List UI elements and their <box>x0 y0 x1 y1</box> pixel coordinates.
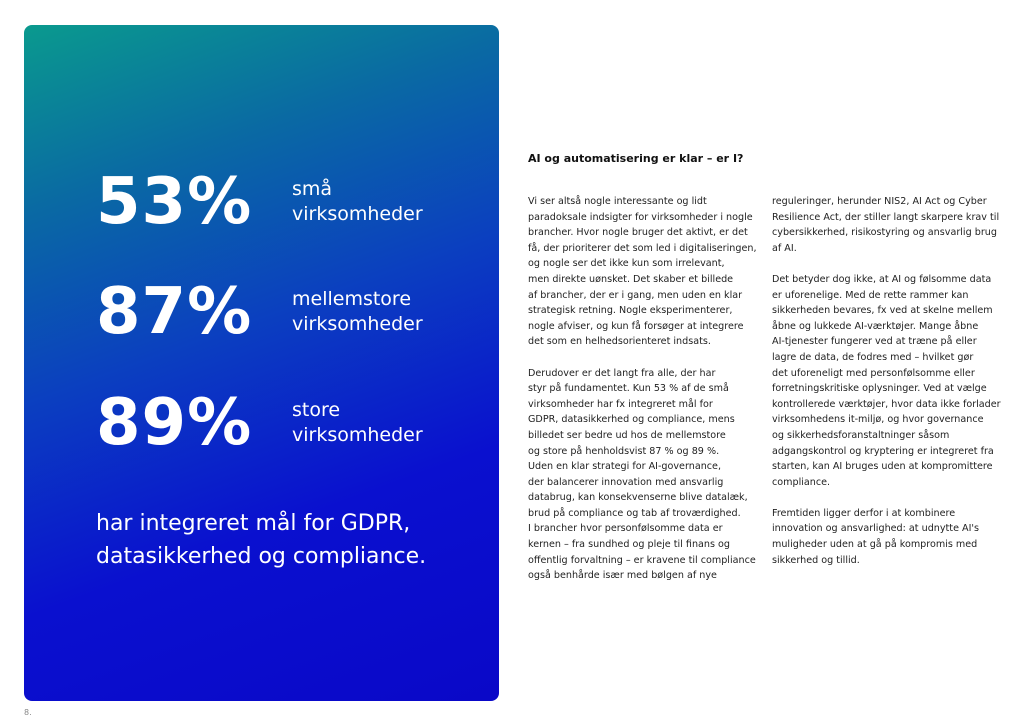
paragraph-line: muligheder uden at gå på kompromis med <box>772 539 978 551</box>
stat-label-line: virksomheder <box>292 203 423 225</box>
paragraph-line: billedet ser bedre ud hos de mellemstore <box>528 429 726 441</box>
paragraph-line: styr på fundamentet. Kun 53 % af de små <box>528 383 729 395</box>
stat-value: 87% <box>96 275 253 349</box>
article-paragraph <box>528 366 760 584</box>
article-paragraph <box>772 506 1004 568</box>
paragraph-line: reguleringer, herunder NIS2, AI Act og Cyber <box>772 196 987 207</box>
paragraph-line: det uforeneligt med personfølsomme eller <box>772 367 975 379</box>
article-column-left <box>528 194 760 599</box>
paragraph-line: kernen – fra sundhed og pleje til finans og <box>528 539 730 551</box>
stat-label <box>292 287 423 337</box>
paragraph-line: AI-tjenester fungerer ved at træne på eller <box>772 336 977 348</box>
paragraph-line: forretningskritiske oplysninger. Ved at vælge <box>772 383 987 395</box>
paragraph-line: der balancerer innovation med ansvarlig <box>528 476 724 488</box>
paragraph-line: sikkerhed og tillid. <box>772 554 860 566</box>
paragraph-line: også benhårde især med bølgen af nye <box>528 570 717 582</box>
paragraph-line: cybersikkerhed, risikostyring og ansvarlig brug <box>772 227 997 239</box>
paragraph-line: adgangskontrol og kryptering er integreret fra <box>772 445 994 457</box>
article-column-right <box>772 194 1004 584</box>
paragraph-line: paradoksale indsigter for virksomheder i nogle <box>528 211 753 223</box>
paragraph-line: Fremtiden ligger derfor i at kombinere <box>772 507 956 519</box>
stats-panel <box>24 25 499 701</box>
stat-medium <box>96 275 423 349</box>
stat-label-line: store <box>292 399 341 421</box>
stat-label-line: virksomheder <box>292 424 423 446</box>
paragraph-line: og sikkerhedsforanstaltninger såsom <box>772 429 950 441</box>
stat-label-line: små <box>292 178 333 200</box>
paragraph-line: brud på compliance og tab af troværdighed. <box>528 507 741 519</box>
stat-label <box>292 398 423 448</box>
paragraph-line: virksomheder har fx integreret mål for <box>528 398 713 410</box>
stat-label <box>292 177 423 227</box>
paragraph-line: er uforenelige. Med de rette rammer kan <box>772 289 969 301</box>
paragraph-line: Uden en klar strategi for AI-governance, <box>528 461 721 473</box>
paragraph-line: sikkerheden bevares, fx ved at skelne mellem <box>772 305 993 317</box>
paragraph-line: Derudover er det langt fra alle, der har <box>528 367 716 379</box>
stat-value: 53% <box>96 165 253 239</box>
summary-line: datasikkerhed og compliance. <box>96 544 427 569</box>
article-heading: AI og automatisering er klar – er I? <box>528 152 744 165</box>
paragraph-line: databrug, kan konsekvenserne blive datalæk, <box>528 492 748 504</box>
paragraph-line: innovation og ansvarlighed: at udnytte AI's <box>772 523 980 535</box>
summary-line: har integreret mål for GDPR, <box>96 511 411 536</box>
paragraph-line: lagre de data, de fodres med – hvilket gør <box>772 351 974 363</box>
paragraph-line: compliance. <box>772 476 831 488</box>
article-paragraph <box>528 194 760 350</box>
stat-small <box>96 165 423 239</box>
paragraph-line: af brancher, der er i gang, men uden en klar <box>528 289 743 301</box>
paragraph-line: Resilience Act, der stiller langt skarpere krav til <box>772 211 1000 223</box>
paragraph-line: offentlig forvaltning – er kravene til compliance <box>528 554 756 566</box>
page-number: 8. <box>24 708 32 717</box>
paragraph-line: af AI. <box>772 242 797 254</box>
paragraph-line: men direkte uønsket. Det skaber et billede <box>528 273 734 285</box>
paragraph-line: få, der prioriterer det som led i digitaliseringen, <box>528 242 757 254</box>
paragraph-line: brancher. Hvor nogle bruger det aktivt, er det <box>528 227 748 239</box>
paragraph-line: og store på henholdsvist 87 % og 89 %. <box>528 445 720 457</box>
stat-label-line: mellemstore <box>292 288 412 310</box>
article-paragraph <box>772 272 1004 490</box>
paragraph-line: GDPR, datasikkerhed og compliance, mens <box>528 414 735 426</box>
paragraph-line: I brancher hvor personfølsomme data er <box>528 523 723 535</box>
paragraph-line: Vi ser altså nogle interessante og lidt <box>528 196 707 207</box>
paragraph-line: starten, kan AI bruges uden at kompromittere <box>772 461 993 473</box>
paragraph-line: virksomhedens it-miljø, og hvor governance <box>772 414 984 426</box>
paragraph-line: strategisk retning. Nogle eksperimenterer, <box>528 305 733 317</box>
paragraph-line: nogle afviser, og kun få forsøger at integrere <box>528 320 744 332</box>
stat-label-line: virksomheder <box>292 313 423 335</box>
paragraph-line: Det betyder dog ikke, at AI og følsomme data <box>772 273 992 285</box>
stats-summary <box>96 507 456 573</box>
stat-large <box>96 386 423 460</box>
paragraph-line: åbne og lukkede AI-værktøjer. Mange åbne <box>772 320 979 332</box>
stat-value: 89% <box>96 386 253 460</box>
paragraph-line: det som en helhedsorienteret indsats. <box>528 336 711 348</box>
paragraph-line: kontrollerede værktøjer, hvor data ikke forlader <box>772 398 1001 410</box>
article-paragraph <box>772 194 1004 256</box>
paragraph-line: og nogle ser det ikke kun som irrelevant, <box>528 258 725 270</box>
